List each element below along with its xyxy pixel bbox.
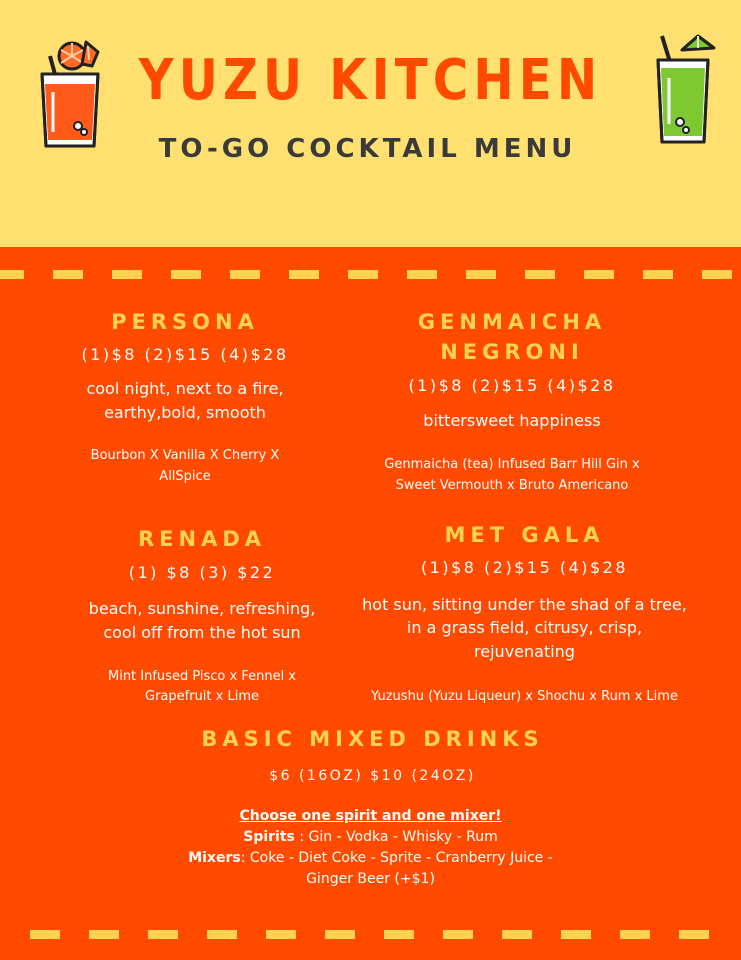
dashed-divider-bottom	[0, 928, 741, 942]
cocktail-description: cool off from the hot sun	[103, 623, 301, 642]
cocktail-name: MET GALA	[444, 523, 605, 547]
cocktail-ingredients: AllSpice	[159, 469, 211, 484]
cocktail-name: PERSONA	[111, 310, 259, 334]
cocktail-persona	[40, 305, 330, 495]
cocktail-renada	[47, 522, 357, 712]
cocktail-description: beach, sunshine, refreshing,	[88, 599, 316, 618]
menu-subtitle: TO-GO COCKTAIL MENU	[158, 134, 577, 164]
cocktail-ingredients: Sweet Vermouth x Bruto Americano	[395, 478, 629, 493]
cocktail-ingredients: Grapefruit x Lime	[145, 689, 259, 704]
cocktail-name: GENMAICHA	[417, 310, 607, 334]
spirits-label: Spirits	[243, 829, 295, 845]
cocktail-name: RENADA	[137, 527, 267, 551]
cocktail-price: (1)$8 (2)$15 (4)$28	[408, 376, 616, 395]
basic-mixed-drinks-info	[0, 806, 741, 890]
cocktail-ingredients: Genmaicha (tea) Infused Barr Hill Gin x	[384, 457, 640, 472]
basic-mixed-drinks-title: BASIC MIXED DRINKS	[201, 727, 544, 751]
dashed-divider-top	[0, 268, 741, 282]
cocktail-price: (1)$8 (2)$15 (4)$28	[420, 558, 629, 577]
cocktail-ingredients: Mint Infused Pisco x Fennel x	[107, 669, 297, 684]
cocktail-ingredients: Bourbon X Vanilla X Cherry X	[90, 448, 280, 463]
spirits-line	[0, 827, 741, 848]
mixers-list: : Coke - Diet Coke - Sprite - Cranberry Juice -	[240, 850, 553, 866]
mixers-line-continued: Ginger Beer (+$1)	[306, 871, 435, 887]
cocktail-description: bittersweet happiness	[423, 411, 601, 430]
cocktail-description: earthy,bold, smooth	[104, 403, 266, 422]
spirits-list: : Gin - Vodka - Whisky - Rum	[294, 829, 498, 845]
basic-mixed-drinks-price: $6 (16OZ) $10 (24OZ)	[269, 768, 476, 784]
mixers-label: Mixers	[188, 850, 241, 866]
cocktail-description: hot sun, sitting under the shad of a tree,	[362, 595, 687, 614]
cocktail-description: rejuvenating	[474, 642, 575, 661]
mixers-line	[0, 848, 741, 869]
choose-instruction: Choose one spirit and one mixer!	[239, 808, 502, 824]
cocktail-description: in a grass field, citrusy, crisp,	[406, 618, 643, 637]
cocktail-price: (1)$8 (2)$15 (4)$28	[81, 345, 289, 364]
cocktail-description: cool night, next to a fire,	[86, 379, 284, 398]
cocktail-price: (1) $8 (3) $22	[128, 563, 276, 582]
cocktail-ingredients: Yuzushu (Yuzu Liqueur) x Shochu x Rum x Lime	[371, 689, 678, 704]
cocktail-met-gala	[332, 518, 717, 718]
cocktail-genmaicha-negroni	[352, 305, 672, 495]
cocktail-name: NEGRONI	[440, 340, 584, 364]
restaurant-title: YUZU KITCHEN	[138, 48, 603, 113]
